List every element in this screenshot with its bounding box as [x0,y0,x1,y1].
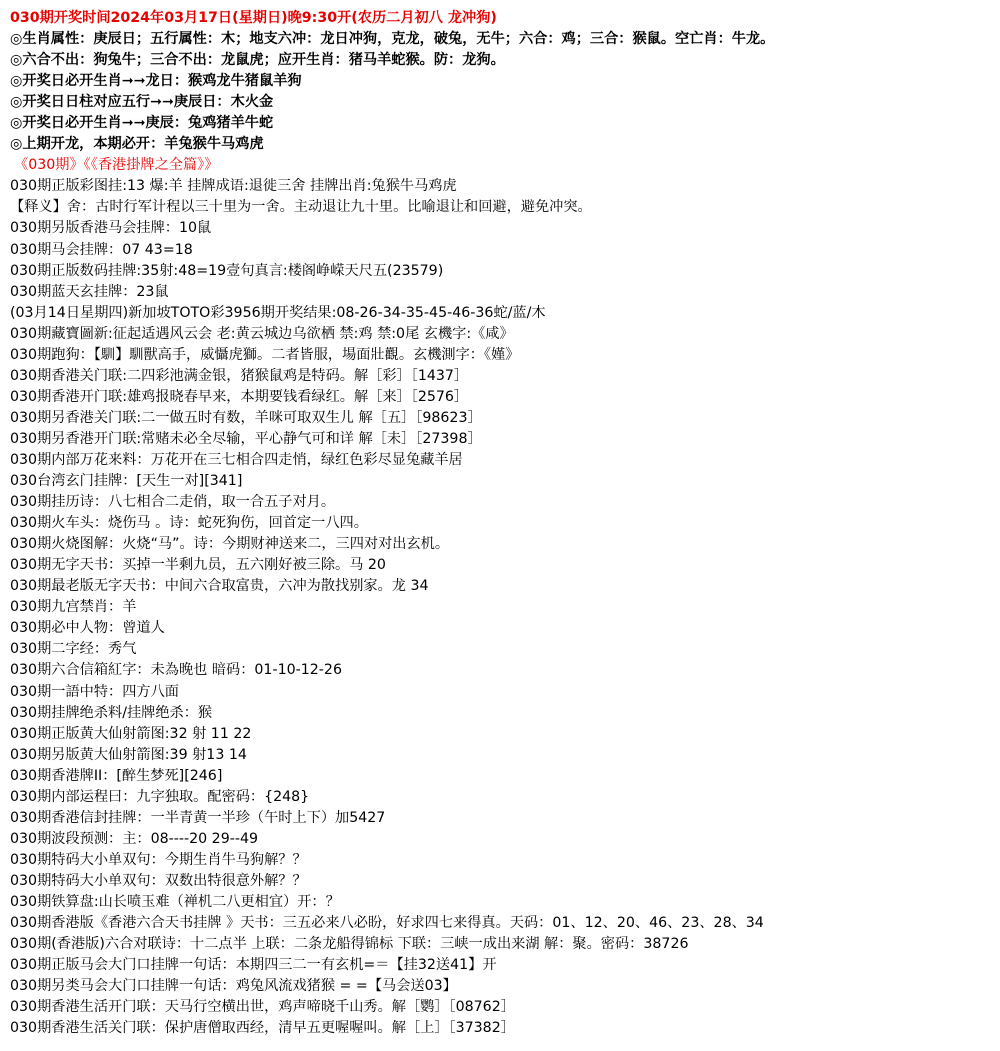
zodiac-attributes-line: ◎生肖属性：庚辰日；五行属性：木；地支六冲：龙日冲狗，克龙，破兔，无牛；六合：鸡；三合：猴鼠。空亡肖：牛龙。 [10,31,775,48]
draw-time-header: 030期开奖时间2024年03月17日(星期日)晚9:30开(农历二月初八 龙冲狗) [10,10,497,26]
text-line: 【释义】舍：古时行军计程以三十里为一舍。主动退让九十里。比喻退让和回避，避免冲突。 [10,199,592,216]
text-line: 030期香港生活关门联：保护唐僧取西经，清早五更喔喔叫。解［上］［37382］ [10,1020,515,1037]
text-line: 030期香港生活开门联：天马行空横出世，鸡声啼晓千山秀。解［鹦］［08762］ [10,999,515,1016]
gengchen-zodiac-line: ◎开奖日必开生肖➞➞庚辰：兔鸡猪羊牛蛇 [10,115,274,132]
text-line: 030期内部运程曰：九字独取。配密码：{248} [10,788,310,805]
text-line: 030期香港牌II：[醉生梦死][246] [10,767,223,784]
text-line: 030期挂历诗：八七相合二走俏，取一合五子对月。 [10,494,336,511]
text-line: (03月14日星期四)新加坡TOTO彩3956期开奖结果:08-26-34-35-45-46-36蛇/蓝/木 [10,304,546,321]
text-line: 030期另类马会大门口挂牌一句话：鸡兔风流戏猪猴 = =【马会送03】 [10,978,457,995]
text-line: 030期跑狗：【馴】馴獸高手，威懾虎獅。二者皆服，場面壯觀。玄機測字：《嫤》 [10,346,520,363]
text-line: 030期二字经：秀气 [10,641,137,658]
text-line: 030期马会挂牌：07 43=18 [10,241,193,258]
text-line: 030期波段预测：主：08----20 29--49 [10,830,259,847]
text-line: 030期挂牌绝杀料/挂牌绝杀：猴 [10,704,213,721]
text-line: 030期另香港开门联:常赌未必全尽输，平心静气可和详 解［未］［27398］ [10,430,482,447]
text-line: 030期另版黄大仙射箭图:39 射13 14 [10,746,247,763]
text-line: 030期香港版《香港六合天书挂牌 》天书：三五必来八必盼，好求四七来得真。天码：01、12、20、46、23、28、34 [10,915,764,932]
text-line: 030期正版彩图挂:13 爆:羊 挂牌成语:退徙三舍 挂牌出肖:兔猴牛马鸡虎 [10,178,457,195]
document-body [0,8,1000,1039]
text-line: 030期最老版无字天书：中间六合取富贵，六冲为散找别家。龙 34 [10,578,429,595]
text-line: 030期正版数码挂牌:35射:48=19壹句真言:楼阁峥嵘天尺五(23579) [10,262,444,279]
text-line: 030期九宫禁肖：羊 [10,599,137,616]
harmony-exclusions-line: ◎六合不出：狗兔牛；三合不出：龙鼠虎；应开生肖：猪马羊蛇猴。防：龙狗。 [10,52,505,69]
text-line: 030期香港信封挂牌：一半青黄一半珍（午时上下）加5427 [10,809,386,826]
text-line: 030期必中人物：曾道人 [10,620,165,637]
text-line: 030期火车头：烧伤马 。诗：蛇死狗伤，回首定一八四。 [10,515,368,532]
text-line: 030期无字天书：买掉一半剩九员，五六刚好被三除。马 20 [10,557,386,574]
text-line: 030期内部万花来料：万花开在三七相合四走悄，绿红色彩尽显兔藏羊居 [10,451,463,468]
text-line: 030期藏寶圖新:征起适遇风云会 老:黄云城边乌欲栖 禁:鸡 禁:0尾 玄機字:《咸》 [10,325,514,342]
text-line: 030期一語中特：四方八面 [10,683,179,700]
text-line: 030期正版黄大仙射箭图:32 射 11 22 [10,725,252,742]
section-title: 《030期》《《香港掛牌之全篇》》 [14,157,219,174]
text-line: 030期特码大小单双句：今期生肖牛马狗解？？ [10,851,307,868]
text-line: 030期蓝天玄挂牌：23鼠 [10,283,169,300]
text-line: 030期香港关门联:二四彩池满金银，猪猴鼠鸡是特码。解［彩］［1437］ [10,367,469,384]
draw-day-zodiac-line: ◎开奖日必开生肖➞➞龙日：猴鸡龙牛猪鼠羊狗 [10,73,302,90]
text-line: 030期另香港关门联:二一做五时有数，羊咪可取双生儿 解［五］［98623］ [10,409,482,426]
text-line: 030期香港开门联:雄鸡报晓春早来，本期要钱看绿红。解［来］［2576］ [10,388,469,405]
text-line: 030期正版马会大门口挂牌一句话：本期四三二一有玄机=＝【挂32送41】开 [10,957,497,974]
text-line: 030期另版香港马会挂牌：10鼠 [10,220,212,237]
text-line: 030期特码大小单双句：双数出特很意外解？？ [10,872,307,889]
text-line: 030台湾玄门挂牌：[天生一对][341] [10,473,243,490]
text-line: 030期火烧图解：火烧“马”。诗：今期财神送来二，三四对对出玄机。 [10,536,450,553]
day-pillar-elements-line: ◎开奖日日柱对应五行➞➞庚辰日：木火金 [10,94,274,111]
text-line: 030期六合信箱紅字：未為晚也 暗码：01-10-12-26 [10,662,342,679]
text-line: 030期铁算盘:山长喷玉难（禅机二八更相宜）开：？ [10,893,340,910]
previous-draw-line: ◎上期开龙，本期必开：羊兔猴牛马鸡虎 [10,136,264,153]
text-line: 030期(香港版)六合对联诗：十二点半 上联：二条龙船得锦标 下联：三峡一成出来湖 解：聚。密码：38726 [10,936,689,953]
